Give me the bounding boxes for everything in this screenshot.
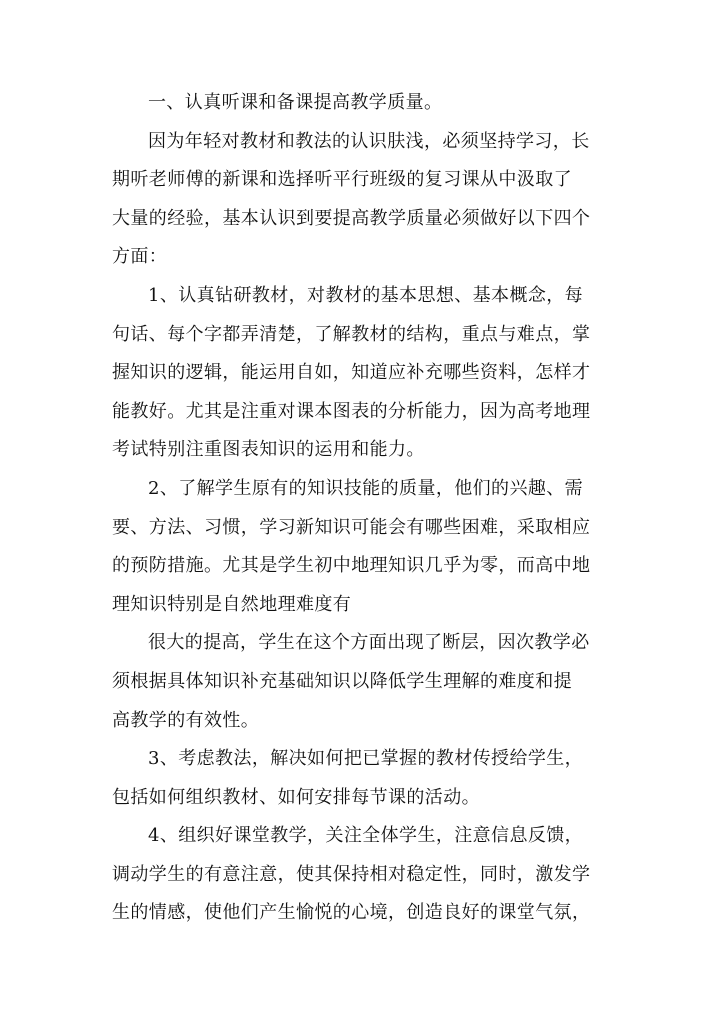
paragraph-line: 生的情感，使他们产生愉悦的心境，创造良好的课堂气氛， [112, 902, 591, 924]
paragraph-line: 高教学的有效性。 [112, 709, 260, 731]
paragraph-line: 的预防措施。尤其是学生初中地理知识几乎为零，而高中地 [112, 555, 591, 577]
paragraph-line: 句话、每个字都弄清楚，了解教材的结构，重点与难点，掌 [112, 323, 591, 345]
paragraph-line: 握知识的逻辑，能运用自如，知道应补充哪些资料，怎样才 [112, 362, 591, 384]
paragraph-line: 大量的经验，基本认识到要提高教学质量必须做好以下四个 [112, 207, 591, 229]
paragraph-line: 4、组织好课堂教学，关注全体学生，注意信息反馈， [148, 825, 584, 847]
paragraph-line: 要、方法、习惯，学习新知识可能会有哪些困难，采取相应 [112, 516, 591, 538]
paragraph-line: 方面： [112, 246, 168, 268]
section-heading: 一、认真听课和备课提高教学质量。 [148, 92, 443, 113]
paragraph-line: 调动学生的有意注意，使其保持相对稳定性，同时，激发学 [112, 863, 591, 885]
paragraph-line: 3、考虑教法，解决如何把已掌握的教材传授给学生， [148, 748, 584, 770]
paragraph-line: 考试特别注重图表知识的运用和能力。 [112, 439, 425, 461]
document-page [112, 84, 612, 933]
paragraph-line: 2、了解学生原有的知识技能的质量，他们的兴趣、需 [148, 477, 584, 499]
paragraph-line: 因为年轻对教材和教法的认识肤浅，必须坚持学习，长 [148, 130, 590, 152]
paragraph-line: 很大的提高，学生在这个方面出现了断层，因次教学必 [148, 632, 590, 654]
paragraph-line: 须根据具体知识补充基础知识以降低学生理解的难度和提 [112, 670, 572, 692]
paragraph-line: 包括如何组织教材、如何安排每节课的活动。 [112, 786, 480, 808]
paragraph-line: 能教好。尤其是注重对课本图表的分析能力，因为高考地理 [112, 400, 591, 422]
paragraph-line: 期听老师傅的新课和选择听平行班级的复习课从中汲取了 [112, 169, 572, 191]
paragraph-line: 理知识特别是自然地理难度有 [112, 593, 352, 615]
paragraph-line: 1、认真钻研教材，对教材的基本思想、基本概念，每 [148, 284, 584, 306]
